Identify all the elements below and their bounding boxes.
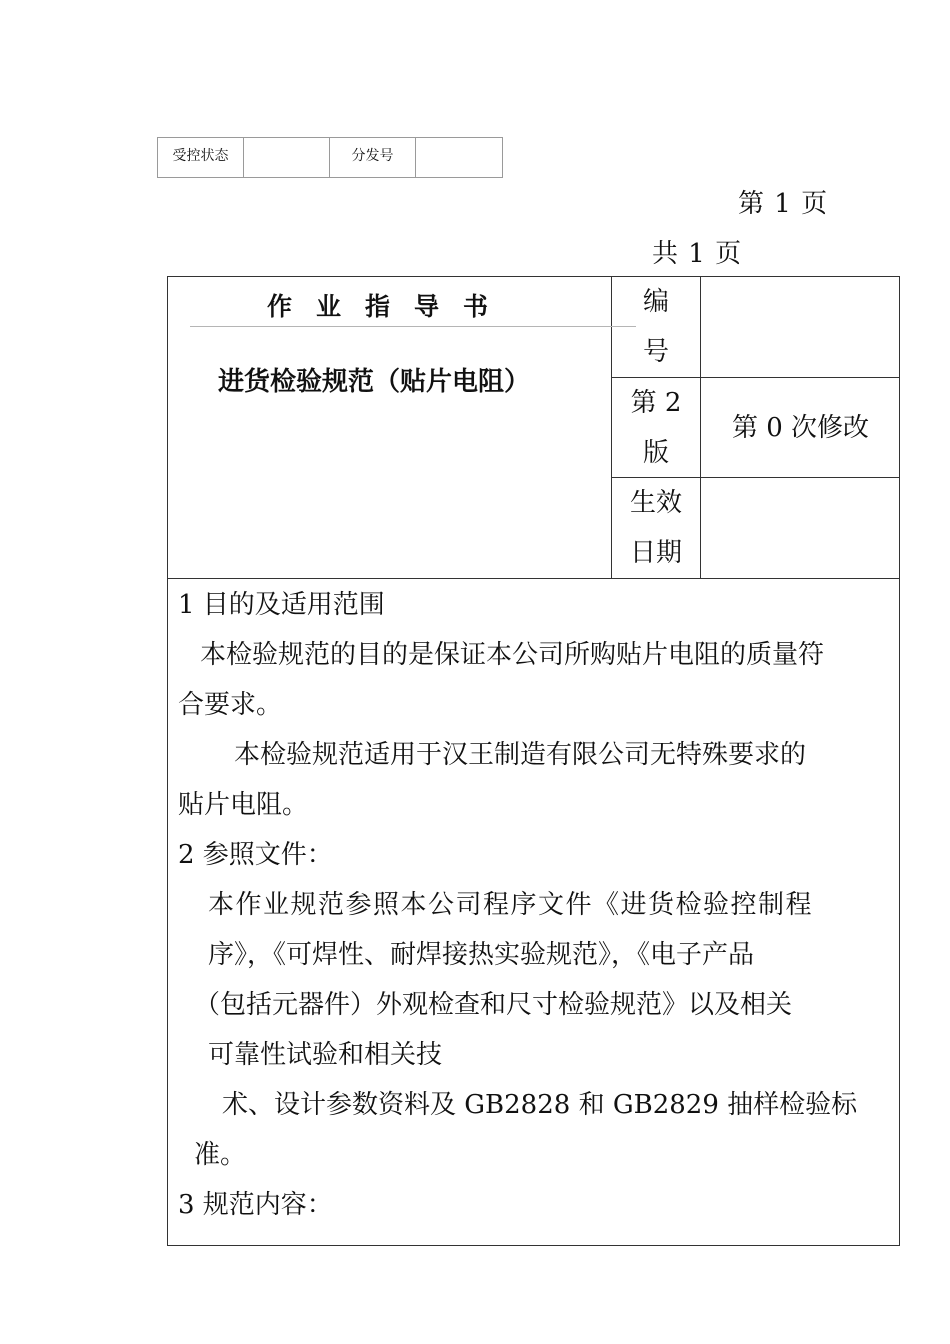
sheet-header (168, 277, 899, 579)
title-rule (190, 326, 636, 327)
control-status-value (244, 138, 330, 177)
control-status-label: 受控状态 (158, 138, 244, 177)
document-title: 进货检验规范（贴片电阻） (218, 367, 531, 397)
edition-label (612, 378, 701, 478)
code-label (612, 277, 701, 377)
paragraph-line: 合要求。 (178, 690, 283, 720)
paragraph-line: 本检验规范适用于汉王制造有限公司无特殊要求的 (234, 740, 807, 770)
effective-date-value (702, 478, 899, 578)
title-area (168, 277, 612, 578)
section-2-heading: 2 参照文件： (178, 840, 333, 870)
control-status-table (157, 137, 503, 178)
instruction-sheet (167, 276, 900, 1246)
effective-date-label-line-2: 日期 (629, 538, 682, 568)
paragraph-line: 术、设计参数资料及 GB2828 和 GB2829 抽样检验标 (222, 1090, 858, 1120)
paragraph-line: 准。 (194, 1140, 247, 1170)
distribution-number-label: 分发号 (330, 138, 416, 177)
section-3-heading: 3 规范内容： (178, 1190, 333, 1220)
effective-date-label (612, 478, 701, 578)
code-label-line-1: 编 (642, 287, 669, 317)
paragraph-line: （包括元器件）外观检查和尺寸检验规范》以及相关 (194, 990, 793, 1020)
distribution-number-value (416, 138, 502, 177)
code-label-line-2: 号 (642, 337, 669, 367)
paragraph-line: 贴片电阻。 (178, 790, 309, 820)
paragraph-line: 本作业规范参照本公司程序文件《进货检验控制程 (208, 890, 814, 920)
edition-label-line-2: 版 (642, 438, 669, 468)
document-type: 作业指导书 (266, 292, 512, 321)
page-number: 第 1 页 (738, 189, 829, 219)
paragraph-line: 可靠性试验和相关技 (208, 1040, 443, 1070)
paragraph-line: 本检验规范的目的是保证本公司所购贴片电阻的质量符 (200, 640, 825, 670)
revision-value: 第 0 次修改 (731, 413, 870, 443)
effective-date-label-line-1: 生效 (629, 488, 682, 518)
page-total: 共 1 页 (652, 239, 743, 269)
edition-label-line-1: 第 2 (630, 388, 682, 418)
paragraph-line: 序》，《可焊性、耐焊接热实验规范》，《电子产品 (208, 940, 755, 970)
section-1-heading: 1 目的及适用范围 (178, 590, 385, 620)
code-value (702, 277, 899, 377)
